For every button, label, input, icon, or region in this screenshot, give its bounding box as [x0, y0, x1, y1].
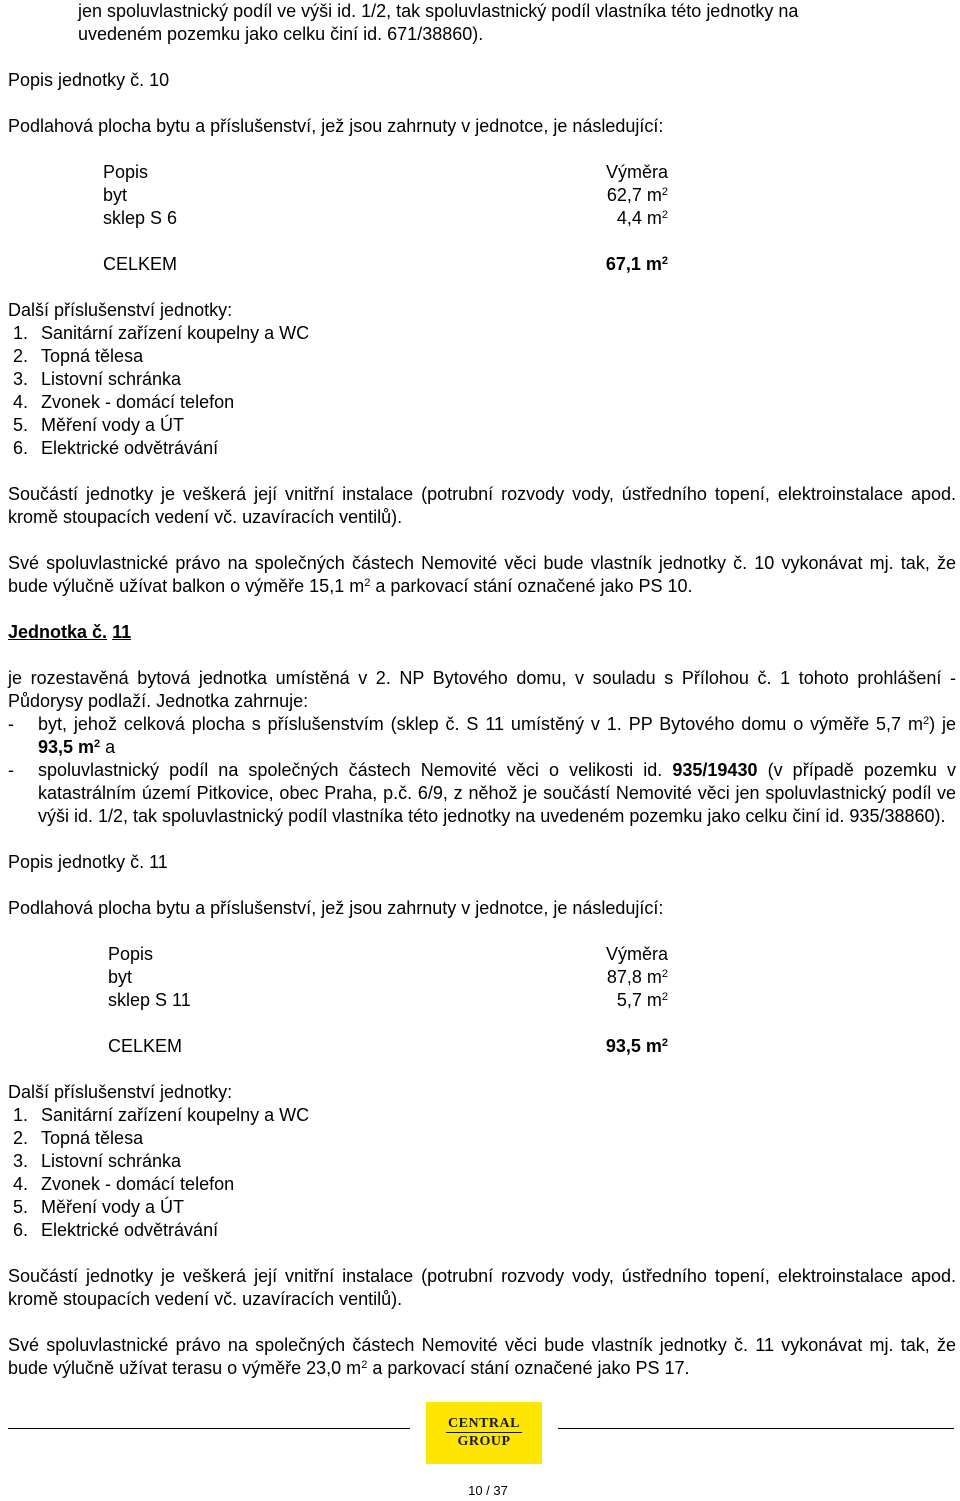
- table-header: [8, 161, 668, 184]
- unit10-accessories-list: [8, 322, 956, 460]
- unit11-installation-paragraph: Součástí jednotky je veškerá její vnitřní instalace (potrubní rozvody vody, ústředního topení, elektroinstalace apod. kromě stoupacích vedení vč. uzavíracích ventilů).: [8, 1266, 956, 1309]
- unit11-area-table: [8, 943, 668, 1058]
- total-label: CELKEM: [108, 1036, 183, 1056]
- table-total-row: [8, 253, 668, 276]
- list-item: 1. Sanitární zařízení koupelny a WC: [13, 1105, 310, 1125]
- row-label: sklep S 11: [108, 990, 191, 1010]
- col-desc-header: Popis: [103, 162, 149, 182]
- unit11-heading: Popis jednotky č. 11: [8, 852, 168, 872]
- unit11-description: je rozestavěná bytová jednotka umístěná v 2. NP Bytového domu, v souladu s Přílohou č. 1 tohoto prohlášení - Půdorysy podlaží. Jednotka zahrnuje:: [8, 668, 956, 711]
- table-row: [8, 966, 668, 989]
- unit11-title: Jednotka č. 11: [8, 622, 132, 642]
- table-header: [8, 943, 668, 966]
- table-total-row: [8, 1035, 668, 1058]
- col-desc-header: Popis: [108, 944, 154, 964]
- logo-text-central: CENTRAL: [448, 1416, 520, 1431]
- row-label: sklep S 6: [103, 208, 178, 228]
- list-item: 4. Zvonek - domácí telefon: [13, 392, 235, 412]
- continuation-line-1: jen spoluvlastnický podíl ve výši id. 1/2, tak spoluvlastnický podíl vlastníka této jednotky na: [78, 1, 799, 21]
- row-value: 62,7 $m^2$: [606, 185, 668, 205]
- unit11-accessories-list: [8, 1104, 956, 1242]
- page-number: 10 / 37: [468, 1483, 508, 1498]
- unit10-installation-paragraph: Součástí jednotky je veškerá její vnitřní instalace (potrubní rozvody vody, ústředního topení, elektroinstalace apod. kromě stoupacích vedení vč. uzavíracích ventilů).: [8, 484, 956, 527]
- unit11-bullet-share: - spoluvlastnický podíl na společných částech Nemovité věci o velikosti id. 935/19430 (v případě pozemku v katastrálním území Pitkovice, obec Praha, p.č. 6/9, z něhož je součástí Nemovité věci jen spoluvlastnický podíl ve výši id. 1/2, tak spoluvlastnický podíl vlastníka této jednotky na uvedeném pozemku jako celku činí id. 935/38860).: [8, 760, 956, 826]
- unit11-bullet-flat: - byt, jehož celková plocha s příslušenstvím (sklep č. S 11 umístěný v 1. PP Bytového domu o výměře 5,7 $m^2$) je 93,5 $m^2$ a: [8, 714, 956, 757]
- unit11-accessories-title: Další příslušenství jednotky:: [8, 1082, 233, 1102]
- total-label: CELKEM: [103, 254, 178, 274]
- unit10-accessories-title: Další příslušenství jednotky:: [8, 300, 233, 320]
- unit10-area-table: [8, 161, 668, 276]
- list-item: 5. Měření vody a ÚT: [13, 415, 185, 435]
- col-area-header: Výměra: [605, 162, 668, 182]
- unit11-intro: Podlahová plocha bytu a příslušenství, jež jsou zahrnuty v jednotce, je následující:: [8, 898, 664, 918]
- footer-rule-right: [558, 1428, 954, 1429]
- row-value: 5,7 $m^2$: [616, 990, 668, 1010]
- list-item: 3. Listovní schránka: [13, 1151, 182, 1171]
- row-label: byt: [103, 185, 128, 205]
- continuation-line-2: uvedeném pozemku jako celku činí id. 671/38860).: [78, 24, 484, 44]
- unit10-rights-paragraph: Své spoluvlastnické právo na společných částech Nemovité věci bude vlastník jednotky č. 10 vykonávat mj. tak, že bude výlučně užívat balkon o výměře 15,1 $m^2$ a parkovací stání označené jako PS 10.: [8, 553, 956, 596]
- row-value: 4,4 $m^2$: [616, 208, 668, 228]
- row-value: 87,8 $m^2$: [606, 967, 668, 987]
- list-item: 5. Měření vody a ÚT: [13, 1197, 185, 1217]
- central-group-logo: [426, 1402, 542, 1464]
- logo-text-group: GROUP: [457, 1434, 511, 1449]
- list-item: 3. Listovní schránka: [13, 369, 182, 389]
- list-item: 2. Topná tělesa: [13, 346, 144, 366]
- list-item: 4. Zvonek - domácí telefon: [13, 1174, 235, 1194]
- list-item: 1. Sanitární zařízení koupelny a WC: [13, 323, 310, 343]
- unit11-rights-paragraph: Své spoluvlastnické právo na společných částech Nemovité věci bude vlastník jednotky č. 11 vykonávat mj. tak, že bude výlučně užívat terasu o výměře 23,0 $m^2$ a parkovací stání označené jako PS 17.: [8, 1335, 956, 1378]
- document-page: [8, 0, 956, 1380]
- list-item: 2. Topná tělesa: [13, 1128, 144, 1148]
- unit10-intro: Podlahová plocha bytu a příslušenství, jež jsou zahrnuty v jednotce, je následující:: [8, 116, 664, 136]
- total-value: 67,1 $m^2$: [605, 254, 668, 274]
- list-item: 6. Elektrické odvětrávání: [13, 438, 219, 458]
- list-item: 6. Elektrické odvětrávání: [13, 1220, 219, 1240]
- footer-rule-left: [8, 1428, 410, 1429]
- table-row: [8, 184, 668, 207]
- row-label: byt: [108, 967, 133, 987]
- table-row: [8, 207, 668, 230]
- table-row: [8, 989, 668, 1012]
- total-value: 93,5 $m^2$: [605, 1036, 668, 1056]
- col-area-header: Výměra: [605, 944, 668, 964]
- unit10-heading: Popis jednotky č. 10: [8, 70, 170, 90]
